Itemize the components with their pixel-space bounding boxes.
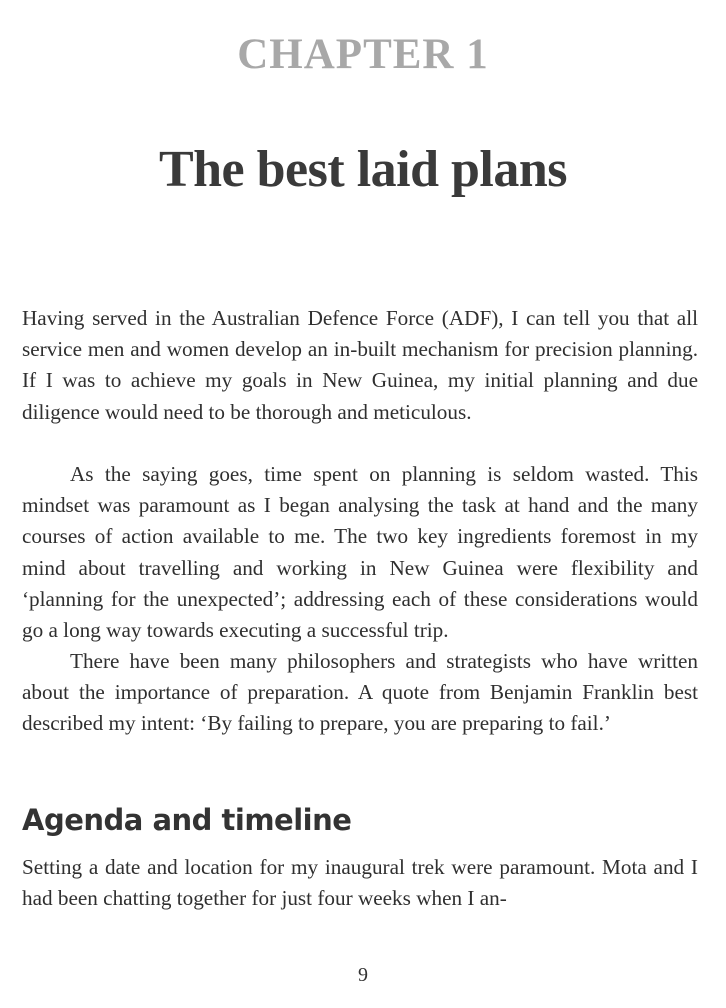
chapter-label: CHAPTER 1 <box>237 31 489 78</box>
chapter-title: The best laid plans <box>158 141 568 198</box>
paragraph-3: There have been many philosophers and strategists who have written about the importance of preparation. A quote from Benjamin Franklin best described my intent: ‘By failing to prepare, you are preparing to fail.’ <box>22 649 698 736</box>
section-paragraph: Setting a date and location for my inaugural trek were paramount. Mota and I had been chatting together for just four weeks when I an- <box>22 855 698 911</box>
paragraph-1: Having served in the Australian Defence Force (ADF), I can tell you that all service men and women develop an in-built mechanism for precision planning. If I was to achieve my goals in New Guinea, my initial planning and due diligence would need to be thorough and meticulous. <box>22 306 698 424</box>
paragraph-2: As the saying goes, time spent on planning is seldom wasted. This mindset was paramount as I began analysing the task at hand and the many courses of action available to me. The two key ingredients foremost in my mind about travelling and working in New Guinea were flexibility and ‘planning for the unexpected’; addressing each of these considerations would go a long way towards executing a successful trip. <box>22 462 698 643</box>
section-heading: Agenda and timeline <box>22 803 352 837</box>
page-number: 9 <box>358 964 368 986</box>
